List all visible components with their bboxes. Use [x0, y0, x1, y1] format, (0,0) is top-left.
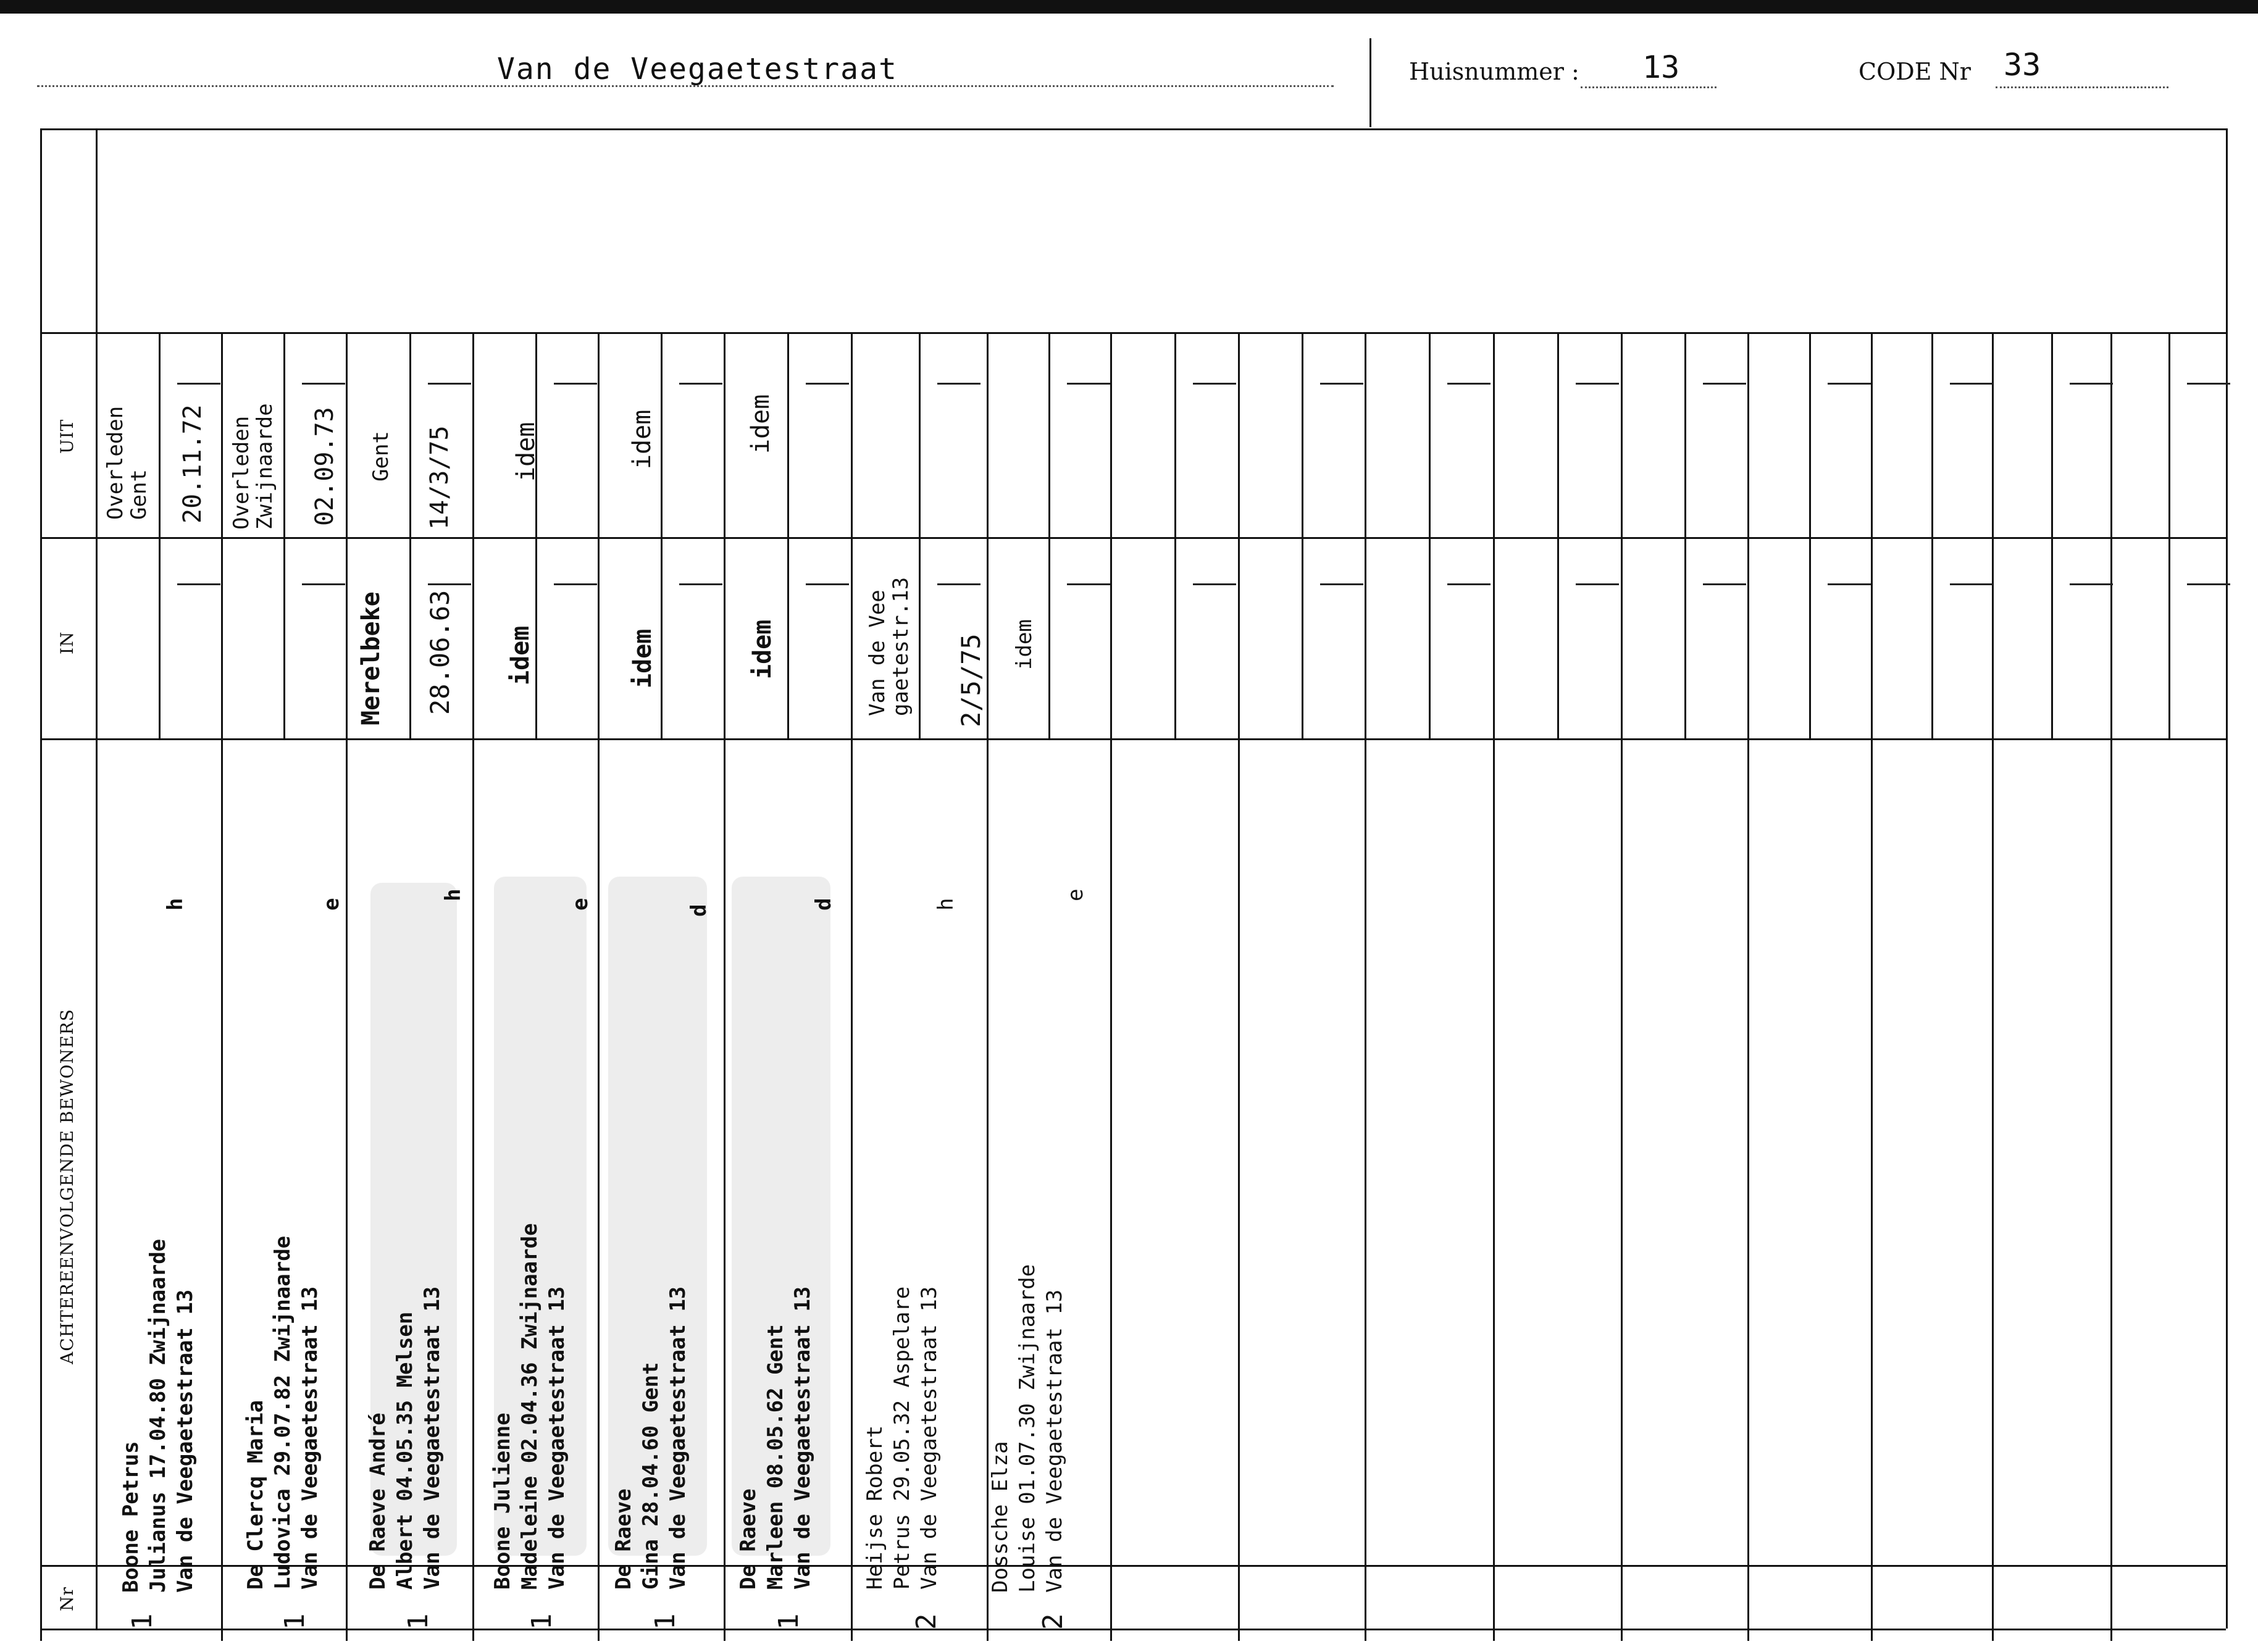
header-divider	[1369, 38, 1371, 127]
resident-given-and-birth: Albert 04.05.35 Melsen	[393, 1311, 417, 1590]
empty-date-dash	[177, 383, 220, 385]
resident-name: Boone Julienne	[490, 1412, 515, 1590]
empty-date-dash	[1703, 383, 1746, 385]
resident-nr: 1	[127, 1613, 158, 1630]
resident-in-place: idem	[629, 628, 657, 688]
resident-in-place: idem	[506, 625, 535, 685]
resident-address: Van de Veegaetestraat 13	[790, 1286, 815, 1590]
date-subdivider-in	[1174, 537, 1176, 738]
resident-name: De Raeve	[736, 1488, 761, 1590]
resident-details	[242, 1236, 324, 1590]
resident-address: Van de Veegaetestraat 13	[420, 1286, 445, 1590]
column-divider	[598, 332, 600, 1641]
date-subdivider-in	[2051, 537, 2053, 738]
column-divider	[221, 332, 223, 1641]
resident-name: Boone Petrus	[119, 1441, 143, 1593]
date-subdivider-in	[409, 537, 411, 738]
code-value: 33	[2004, 47, 2041, 83]
resident-given-and-birth: Madeleine 02.04.36 Zwijnaarde	[517, 1223, 542, 1590]
date-subdivider-uit	[1429, 332, 1431, 537]
resident-given-and-birth: Ludovica 29.07.82 Zwijnaarde	[270, 1235, 295, 1590]
resident-nr: 1	[773, 1613, 805, 1630]
resident-details	[610, 1287, 692, 1590]
date-subdivider-in	[2168, 537, 2170, 738]
table-border-bottom	[40, 1629, 2226, 1630]
empty-date-dash	[679, 383, 722, 385]
resident-name: De Clercq Maria	[243, 1400, 268, 1590]
date-subdivider-in	[1809, 537, 1811, 738]
resident-given-and-birth: Petrus 29.05.32 Aspelare	[890, 1286, 914, 1590]
empty-date-dash	[428, 383, 471, 385]
code-dotted-line	[1996, 86, 2168, 88]
resident-out-date: 14/3/75	[425, 425, 454, 530]
empty-date-dash	[806, 383, 849, 385]
resident-nr: 2	[1037, 1613, 1069, 1630]
resident-in-date: 28.06.63	[425, 590, 455, 715]
column-divider	[1621, 332, 1623, 1641]
resident-out-date: 20.11.72	[178, 404, 207, 524]
empty-date-dash	[1576, 383, 1619, 385]
column-divider	[1493, 332, 1495, 1641]
huisnummer-label: Huisnummer :	[1409, 58, 1579, 85]
resident-in-place: Merelbeke	[357, 591, 385, 725]
date-subdivider-uit	[661, 332, 663, 537]
huisnummer-value: 13	[1642, 49, 1680, 85]
column-divider	[851, 332, 853, 1641]
empty-date-dash	[302, 583, 345, 585]
resident-mark: d	[687, 904, 711, 917]
column-divider	[1110, 332, 1112, 1641]
resident-mark: h	[934, 898, 958, 911]
resident-in-date: 2/5/75	[956, 633, 986, 727]
resident-given-and-birth: Marleen 08.05.62 Gent	[763, 1324, 788, 1590]
empty-date-dash	[1576, 583, 1619, 585]
resident-mark: d	[811, 898, 836, 911]
resident-address: Van de Veegaetestraat 13	[545, 1286, 569, 1590]
resident-address: Van de Veegaetestraat 13	[298, 1286, 322, 1590]
resident-out-place: idem	[512, 422, 540, 482]
street-name: Van de Veegaetestraat	[497, 52, 898, 86]
resident-details	[364, 1287, 446, 1590]
row-divider-uit	[40, 332, 2226, 334]
column-divider	[724, 332, 725, 1641]
empty-date-dash	[2187, 383, 2230, 385]
row-divider-in	[40, 537, 2226, 539]
table-border-right	[2226, 128, 2228, 1629]
resident-given-and-birth: Julianus 17.04.80 Zwijnaarde	[146, 1238, 170, 1593]
empty-date-dash	[1447, 383, 1491, 385]
date-subdivider-in	[661, 537, 663, 738]
date-subdivider-uit	[2168, 332, 2170, 537]
date-subdivider-uit	[1048, 332, 1050, 537]
date-subdivider-uit	[159, 332, 161, 537]
column-divider	[1871, 332, 1873, 1641]
resident-address: Van de Veegaetestraat 13	[173, 1289, 198, 1593]
resident-address: Van de Veegaetestraat 13	[666, 1286, 690, 1590]
table-border-left	[40, 128, 42, 1641]
empty-date-dash	[554, 583, 597, 585]
resident-nr: 1	[279, 1613, 311, 1630]
resident-out-place: Overleden Gent	[103, 406, 151, 520]
empty-date-dash	[1067, 383, 1110, 385]
resident-mark: e	[319, 898, 344, 911]
date-subdivider-uit	[1174, 332, 1176, 537]
resident-mark: e	[1063, 888, 1088, 901]
empty-date-dash	[177, 583, 220, 585]
column-label-in: IN	[57, 631, 77, 654]
empty-date-dash	[1950, 383, 1993, 385]
empty-date-dash	[806, 583, 849, 585]
empty-date-dash	[937, 583, 981, 585]
resident-nr: 1	[403, 1613, 434, 1630]
empty-date-dash	[1703, 583, 1746, 585]
top-border-band	[0, 0, 2258, 14]
resident-nr: 1	[526, 1613, 558, 1630]
resident-details	[117, 1239, 199, 1593]
resident-given-and-birth: Gina 28.04.60 Gent	[638, 1362, 663, 1590]
resident-details	[735, 1287, 816, 1590]
empty-date-dash	[1067, 583, 1110, 585]
table-border-top	[40, 128, 2226, 130]
column-divider	[1365, 332, 1366, 1641]
empty-date-dash	[302, 383, 345, 385]
empty-date-dash	[1447, 583, 1491, 585]
date-subdivider-uit	[1684, 332, 1686, 537]
resident-out-place: idem	[628, 409, 656, 469]
date-subdivider-uit	[1809, 332, 1811, 537]
empty-date-dash	[1950, 583, 1993, 585]
resident-name: De Raeve André	[366, 1412, 390, 1590]
date-subdivider-in	[787, 537, 789, 738]
column-divider	[1238, 332, 1240, 1641]
column-divider	[1747, 332, 1749, 1641]
resident-address: Van de Veegaetestraat 13	[917, 1286, 942, 1590]
empty-date-dash	[1828, 583, 1871, 585]
column-divider	[346, 332, 348, 1641]
column-divider	[2110, 332, 2112, 1641]
date-subdivider-in	[919, 537, 921, 738]
resident-details	[987, 1264, 1068, 1593]
huisnummer-dotted-line	[1581, 86, 1716, 88]
resident-name: De Raeve	[611, 1488, 636, 1590]
date-subdivider-in	[1557, 537, 1559, 738]
empty-date-dash	[679, 583, 722, 585]
empty-date-dash	[428, 583, 471, 585]
resident-in-place: idem	[1012, 619, 1037, 670]
label-column-divider	[96, 128, 98, 1629]
column-label-uit: UIT	[57, 419, 77, 454]
code-label: CODE Nr	[1859, 58, 1971, 85]
date-subdivider-uit	[1302, 332, 1303, 537]
resident-out-place: idem	[746, 394, 775, 454]
date-subdivider-in	[1429, 537, 1431, 738]
date-subdivider-in	[1048, 537, 1050, 738]
date-subdivider-uit	[283, 332, 285, 537]
date-subdivider-uit	[787, 332, 789, 537]
resident-mark: h	[163, 898, 188, 911]
empty-date-dash	[554, 383, 597, 385]
resident-in-place: idem	[748, 619, 777, 679]
date-subdivider-in	[535, 537, 537, 738]
resident-in-place: Van de Vee gaetestr.13	[865, 577, 913, 716]
resident-nr: 2	[911, 1613, 942, 1630]
resident-mark: h	[441, 888, 466, 901]
empty-date-dash	[1193, 383, 1236, 385]
resident-address: Van de Veegaetestraat 13	[1042, 1289, 1067, 1593]
empty-date-dash	[2070, 583, 2113, 585]
empty-date-dash	[1828, 383, 1871, 385]
column-label-nr: Nr	[57, 1587, 77, 1611]
date-subdivider-in	[159, 537, 161, 738]
date-subdivider-uit	[1931, 332, 1933, 537]
date-subdivider-in	[1931, 537, 1933, 738]
empty-date-dash	[1320, 583, 1363, 585]
resident-details	[861, 1287, 943, 1590]
empty-date-dash	[937, 383, 981, 385]
resident-out-place: Overleden Zwijnaarde	[229, 403, 277, 530]
date-subdivider-in	[1302, 537, 1303, 738]
date-subdivider-uit	[2051, 332, 2053, 537]
date-subdivider-in	[283, 537, 285, 738]
empty-date-dash	[2070, 383, 2113, 385]
empty-date-dash	[1320, 383, 1363, 385]
date-subdivider-uit	[919, 332, 921, 537]
date-subdivider-uit	[1557, 332, 1559, 537]
resident-name: Dossche Elza	[988, 1441, 1013, 1593]
date-subdivider-uit	[409, 332, 411, 537]
resident-nr: 1	[650, 1613, 681, 1630]
resident-details	[489, 1223, 571, 1590]
date-subdivider-in	[1684, 537, 1686, 738]
column-label-bewoners: ACHTEREENVOLGENDE BEWONERS	[57, 1009, 77, 1364]
column-divider	[472, 332, 474, 1641]
resident-out-place: Gent	[369, 431, 393, 482]
resident-out-date: 02.09.73	[311, 407, 339, 526]
column-divider	[1992, 332, 1994, 1641]
resident-mark: e	[568, 898, 593, 911]
row-divider-bewoners	[40, 738, 2226, 740]
empty-date-dash	[1193, 583, 1236, 585]
empty-date-dash	[2187, 583, 2230, 585]
resident-name: Heijse Robert	[863, 1425, 887, 1590]
resident-given-and-birth: Louise 01.07.30 Zwijnaarde	[1015, 1264, 1040, 1593]
